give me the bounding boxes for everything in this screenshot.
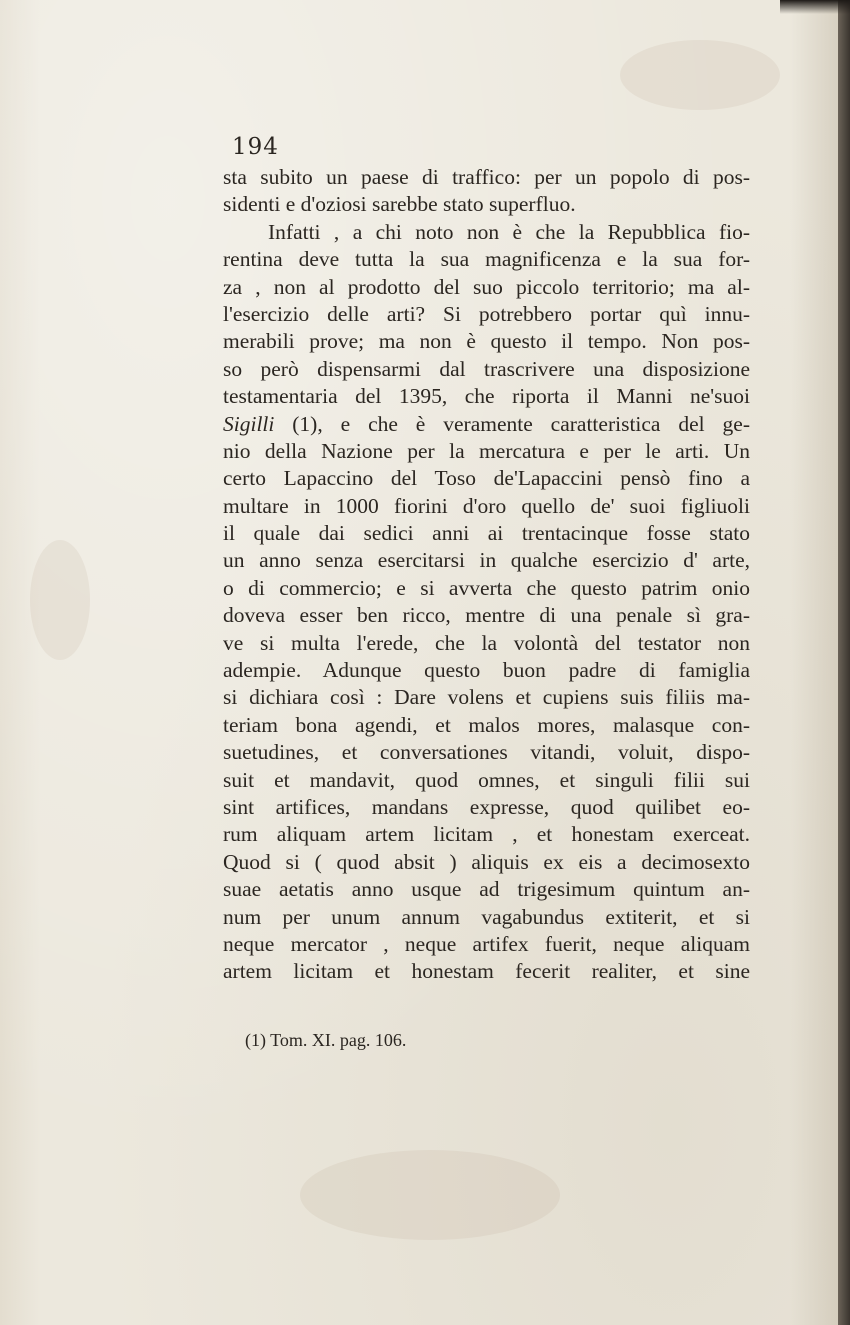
text-line: un anno senza esercitarsi in qualche esercizio d' arte, — [223, 548, 750, 573]
text-line: il quale dai sedici anni ai trentacinque fosse stato — [223, 521, 750, 546]
body-text — [223, 164, 750, 986]
page-number: 194 — [232, 134, 279, 160]
footnote: (1) Tom. XI. pag. 106. — [245, 1030, 407, 1050]
text-line: multare in 1000 fiorini d'oro quello de' suoi figliuoli — [223, 493, 750, 518]
text-line: Quod si ( quod absit ) aliquis ex eis a decimosexto — [223, 849, 750, 874]
text-line: za , non al prodotto del suo piccolo territorio; ma al- — [223, 274, 750, 299]
text-line-sigilli — [223, 411, 750, 438]
text-line: rentina deve tutta la sua magnificenza e la sua for- — [223, 247, 750, 272]
text-line: neque mercator , neque artifex fuerit, neque aliquam — [223, 931, 750, 956]
paper-stain — [620, 40, 780, 110]
text-line: ve si multa l'erede, che la volontà del testator non — [223, 630, 750, 655]
text-line: nio della Nazione per la mercatura e per le arti. Un — [223, 438, 750, 463]
text-line: testamentaria del 1395, che riporta il Manni ne'suoi — [223, 384, 750, 409]
text-line: suetudines, et conversationes vitandi, voluit, dispo- — [223, 740, 750, 765]
text-line: merabili prove; ma non è questo il tempo. Non pos- — [223, 329, 750, 354]
scan-corner-shadow — [780, 0, 850, 14]
text-line: sidenti e d'oziosi sarebbe stato superfluo. — [223, 192, 576, 217]
text-line: o di commercio; e si avverta che questo patrim onio — [223, 575, 750, 600]
paper-stain — [30, 540, 90, 660]
text-line: teriam bona agendi, et malos mores, malasque con- — [223, 712, 750, 737]
text-line: doveva esser ben ricco, mentre di una penale sì gra- — [223, 603, 750, 628]
text-line: artem licitam et honestam fecerit realiter, et sine — [223, 959, 750, 984]
text-line: rum aliquam artem licitam , et honestam exerceat. — [223, 822, 750, 847]
page-edge-shadow — [838, 0, 850, 1325]
text-line-rest: (1), e che è veramente caratteristica del ge- — [274, 411, 750, 436]
text-line: suae aetatis anno usque ad trigesimum quintum an- — [223, 877, 750, 902]
paper-stain — [300, 1150, 560, 1240]
text-line: suit et mandavit, quod omnes, et singuli filii sui — [223, 767, 750, 792]
text-line: l'esercizio delle arti? Si potrebbero portar quì innu- — [223, 301, 750, 326]
italic-title-sigilli: Sigilli — [223, 411, 275, 436]
text-line: si dichiara così : Dare volens et cupiens suis filiis ma- — [223, 685, 750, 710]
text-line: sta subito un paese di traffico: per un popolo di pos- — [223, 165, 750, 189]
text-line: sint artifices, mandans expresse, quod quilibet eo- — [223, 794, 750, 819]
text-line: adempie. Adunque questo buon padre di famiglia — [223, 658, 750, 683]
text-line: so però dispensarmi dal trascrivere una disposizione — [223, 356, 750, 381]
text-line: num per unum annum vagabundus extiterit, et si — [223, 904, 750, 929]
text-line: certo Lapaccino del Toso de'Lapaccini pensò fino a — [223, 466, 750, 491]
text-line: Infatti , a chi noto non è che la Repubblica fio- — [268, 219, 750, 244]
